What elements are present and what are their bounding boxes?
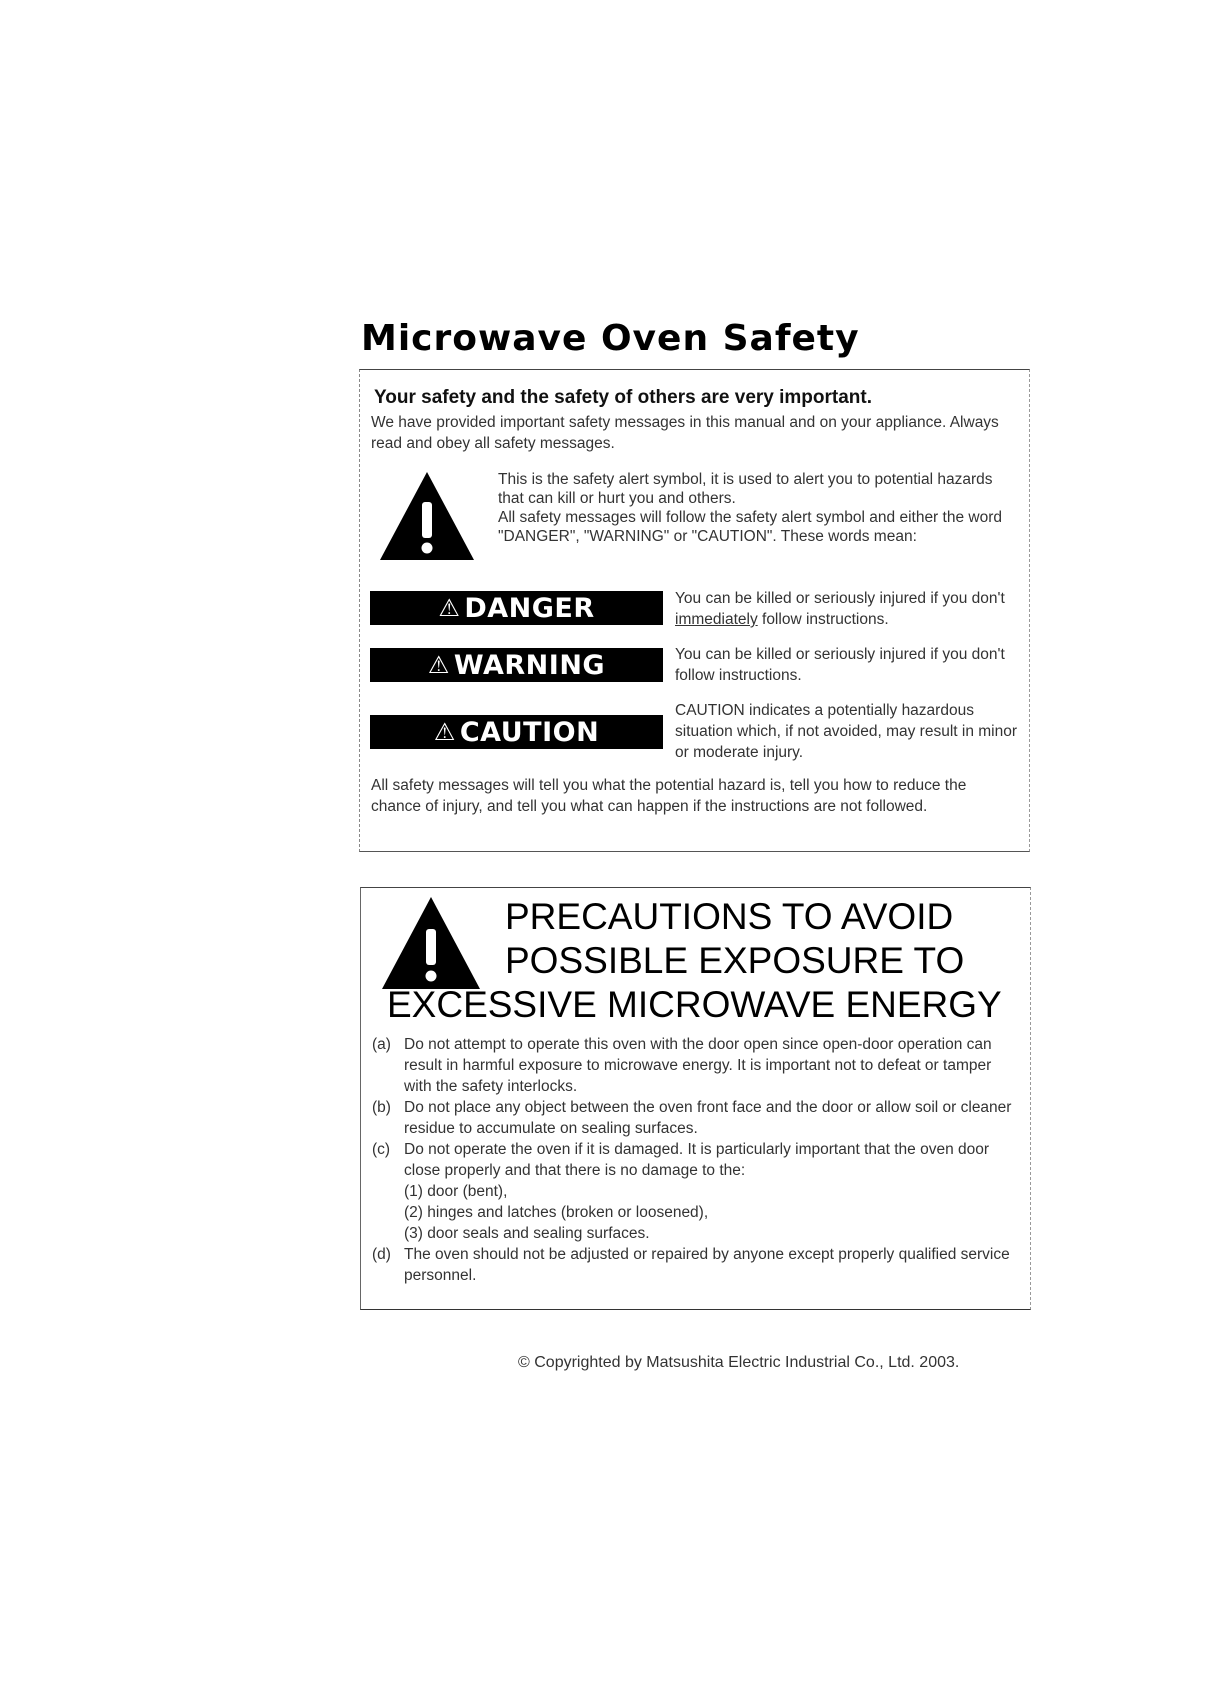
warning-triangle-icon: ⚠ (433, 718, 456, 746)
list-item: (b) Do not place any object between the oven front face and the door or allow soil or cleaner residue to accumulate on sealing surfaces. (372, 1099, 1012, 1137)
precautions-heading-line2: POSSIBLE EXPOSURE TO (505, 940, 965, 981)
alert-symbol-text-1: This is the safety alert symbol, it is used to alert you to potential hazards that can kill or hurt you and others. (498, 471, 993, 507)
precautions-heading-line3: EXCESSIVE MICROWAVE ENERGY (387, 984, 1002, 1025)
copyright-notice: © Copyrighted by Matsushita Electric Industrial Co., Ltd. 2003. (518, 1354, 960, 1371)
safety-heading: Your safety and the safety of others are very important. (374, 387, 873, 408)
page-title: Microwave Oven Safety (361, 318, 860, 359)
alert-symbol-text-2: All safety messages will follow the safety alert symbol and either the word "DANGER", "WARNING" or "CAUTION". These words mean: (498, 509, 1002, 545)
warning-label: ⚠ WARNING (370, 648, 663, 682)
warning-text: You can be killed or seriously injured if you don't follow instructions. (675, 646, 1005, 684)
safety-alert-icon (380, 895, 482, 993)
list-item: (a) Do not attempt to operate this oven with the door open since open-door operation can result in harmful exposure to microwave energy. It is important not to defeat or tamper with the safety interlocks. (372, 1036, 992, 1095)
safety-intro: We have provided important safety messages in this manual and on your appliance. Always read and obey all safety messages. (371, 414, 999, 452)
sub-list-item: (3) door seals and sealing surfaces. (404, 1225, 650, 1242)
danger-text: You can be killed or seriously injured if you don't immediately follow instructions. (675, 590, 1005, 628)
alert-symbol-text (498, 470, 1018, 546)
precautions-heading-line1: PRECAUTIONS TO AVOID (505, 896, 954, 937)
precautions-list (372, 1034, 1022, 1286)
list-item: (c) Do not operate the oven if it is damaged. It is particularly important that the oven door close properly and that there is no damage to the: (372, 1141, 990, 1179)
caution-text: CAUTION indicates a potentially hazardous situation which, if not avoided, may result in minor or moderate injury. (675, 702, 1018, 761)
safety-alert-icon (378, 468, 476, 566)
sub-list-item: (2) hinges and latches (broken or loosened), (404, 1204, 709, 1221)
caution-label: ⚠ CAUTION (370, 715, 663, 749)
list-item: (d) The oven should not be adjusted or repaired by anyone except properly qualified service personnel. (372, 1246, 1010, 1284)
safety-closing: All safety messages will tell you what the potential hazard is, tell you how to reduce the chance of injury, and tell you what can happen if the instructions are not followed. (371, 777, 967, 815)
warning-triangle-icon: ⚠ (438, 594, 461, 622)
warning-triangle-icon: ⚠ (427, 651, 450, 679)
danger-label: ⚠ DANGER (370, 591, 663, 625)
sub-list-item: (1) door (bent), (404, 1183, 508, 1200)
